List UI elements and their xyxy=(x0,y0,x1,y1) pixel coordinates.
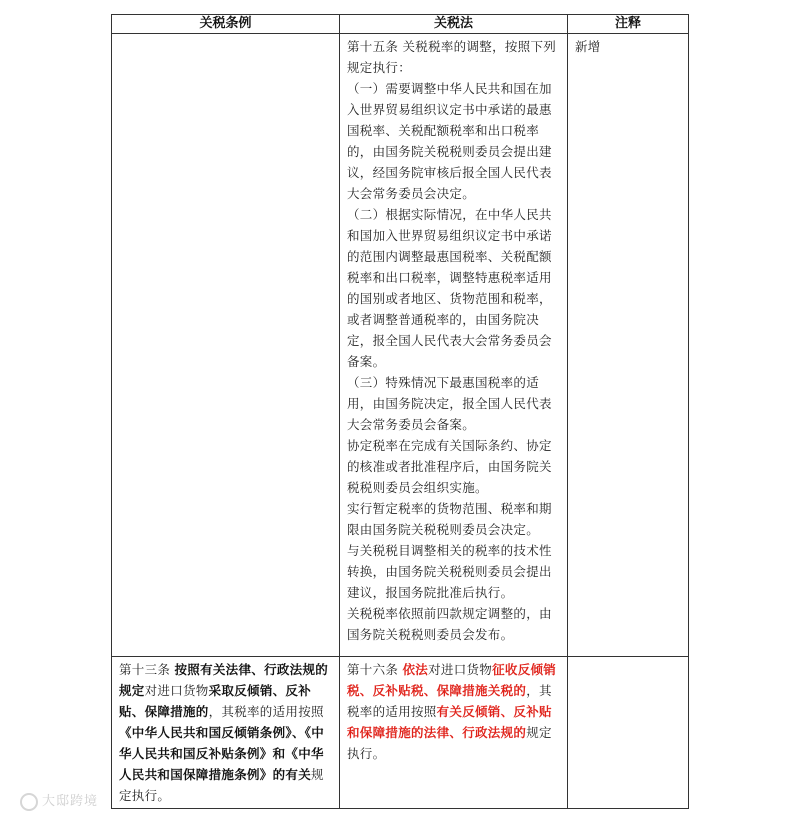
bold-text-run: 按照有关法律、行政法规的规定 xyxy=(119,662,329,698)
text-run: 规定执行。 xyxy=(119,767,324,803)
paragraph: 第十五条 关税税率的调整，按照下列规定执行： xyxy=(347,39,557,75)
bold-text-run: 采取反倾销、反补贴、保障措施的 xyxy=(119,683,312,719)
comparison-table xyxy=(111,14,689,809)
highlighted-text-run: 依法 xyxy=(402,662,429,677)
cell-old-empty xyxy=(112,34,340,657)
paragraph: （二）根据实际情况，在中华人民共和国加入世界贸易组织议定书中承诺的范围内调整最惠国税率、关税配额税率和出口税率，调整特惠税率适用的国别或者地区、货物范围和税率，或者调整普通税率的，由国务院决定，报全国人民代表大会常务委员会备案。 xyxy=(347,207,552,369)
header-row xyxy=(112,15,689,34)
header-new-law: 关税法 xyxy=(340,15,568,34)
header-old-regulation: 关税条例 xyxy=(112,15,340,34)
paragraph: 实行暂定税率的货物范围、税率和期限由国务院关税税则委员会决定。 xyxy=(347,501,552,537)
cell-article-15 xyxy=(340,34,568,657)
paragraph: （三）特殊情况下最惠国税率的适用，由国务院决定，报全国人民代表大会常务委员会备案。 xyxy=(347,375,552,432)
table-row xyxy=(112,34,689,657)
text-run: 第十六条 xyxy=(347,662,403,677)
paragraph: （一）需要调整中华人民共和国在加入世界贸易组织议定书中承诺的最惠国税率、关税配额税率和出口税率的，由国务院关税税则委员会提出建议，经国务院审核后报全国人民代表大会常务委员会决定。 xyxy=(347,81,552,201)
watermark-logo-icon xyxy=(20,793,38,811)
highlighted-text-run: 有关反倾销、反补贴和保障措施的法律、行政法规的 xyxy=(347,704,552,740)
paragraph: 与关税税目调整相关的税率的技术性转换，由国务院关税税则委员会提出建议，报国务院批准后执行。 xyxy=(347,543,552,600)
cell-article-13 xyxy=(112,657,340,809)
cell-article-16 xyxy=(340,657,568,809)
paragraph: 关税税率依照前四款规定调整的，由国务院关税税则委员会发布。 xyxy=(347,606,552,642)
text-run: ，其税率的适用按照 xyxy=(347,683,552,719)
text-run: 对进口货物 xyxy=(428,662,493,677)
bold-text-run: 《中华人民共和国反倾销条例》、《中华人民共和国反补贴条例》和《中华人民共和国保障措施条例》的有关 xyxy=(119,725,325,782)
highlighted-text-run: 征收反倾销税、反补贴税、保障措施关税的 xyxy=(347,662,557,698)
table-row xyxy=(112,657,689,809)
paragraph: 协定税率在完成有关国际条约、协定的核准或者批准程序后，由国务院关税税则委员会组织实施。 xyxy=(347,438,552,495)
cell-note-empty xyxy=(568,657,689,809)
text-run: ，其税率的适用按照 xyxy=(208,704,324,719)
text-run: 对进口货物 xyxy=(144,683,209,698)
watermark xyxy=(20,790,98,811)
header-notes: 注释 xyxy=(568,15,689,34)
cell-note-new: 新增 xyxy=(568,34,689,657)
text-run: 规定执行。 xyxy=(347,725,552,761)
watermark-text: 大邸跨境 xyxy=(42,794,99,809)
text-run: 第十三条 xyxy=(119,662,175,677)
